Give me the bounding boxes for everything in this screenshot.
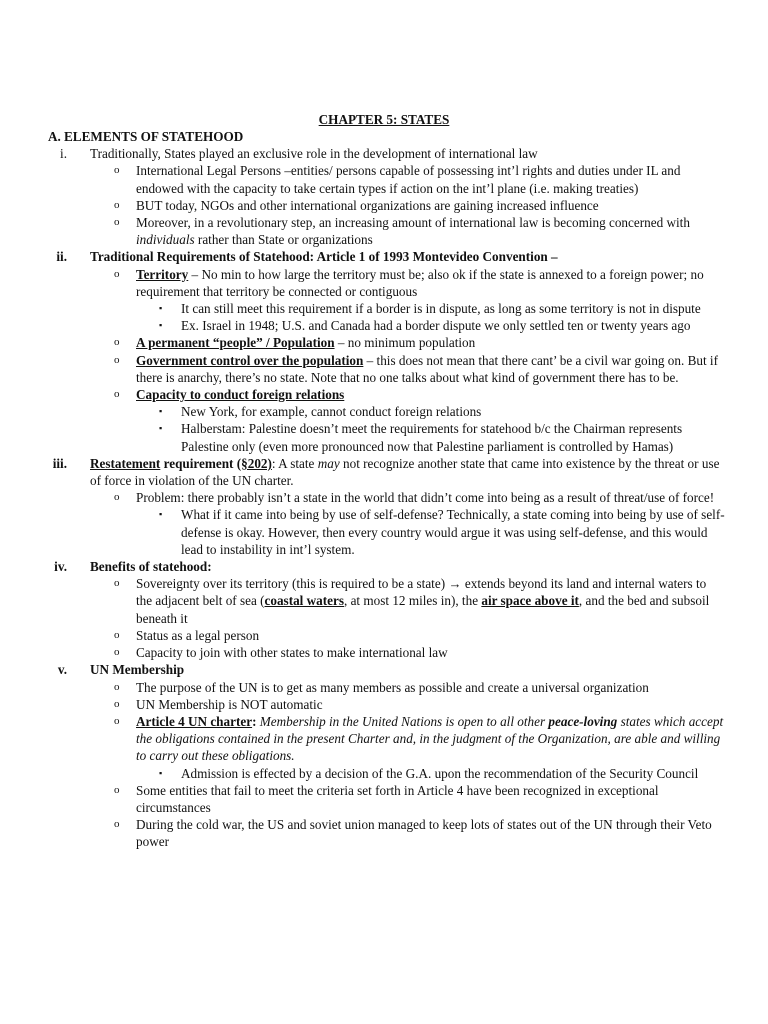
bullet: [0, 782, 768, 816]
item-marker: ii.: [56, 249, 67, 265]
sub-bullet-text: Ex. Israel in 1948; U.S. and Canada had a border dispute we only settled ten or twenty years ago: [181, 318, 691, 334]
item-i: [0, 145, 768, 162]
bullet: [0, 575, 768, 627]
section-marker: A.: [48, 129, 61, 144]
sub-bullet-text: It can still meet this requirement if a border is in dispute, as long as some territory is not in dispute: [181, 301, 701, 317]
bullet: [0, 489, 768, 506]
item-text: Benefits of statehood:: [90, 559, 212, 575]
bullet: [0, 214, 768, 248]
item-text: Restatement requirement (§202): A state may not recognize another state that came into existence by the threat or use of force in violation of the UN charter.: [90, 455, 720, 489]
item-marker: iii.: [52, 455, 67, 471]
sub-bullet: [0, 403, 768, 420]
sub-bullet: [0, 765, 768, 782]
bullet-text: Territory – No min to how large the territory must be; also ok if the state is annexed to a foreign power; no requirement that territory be connected or contiguous: [136, 266, 704, 299]
sub-bullet: [0, 300, 768, 317]
square-bullet-icon: ▪: [159, 423, 163, 434]
item-marker: iv.: [54, 559, 67, 575]
sub-bullet-text: What if it came into being by use of self-defense? Technically, a state coming into being by use of self-defense is okay. However, then every country would argue it was using self-defense, and this would lead to instability in int’l system.: [181, 507, 725, 557]
bullet-text: Government control over the population – this does not mean that there cant’ be a civil war going on. But if there is anarchy, there’s no state. Note that no one talks about what kind of government there has to be.: [136, 352, 718, 385]
bullet: [0, 334, 768, 351]
bullet-text: International Legal Persons –entities/ persons capable of possessing int’l rights and duties under IL and endowed with the capacity to take certain types if action on the int’l plane (i.e. making treaties): [136, 163, 681, 196]
item-v: [0, 661, 768, 678]
bullet: [0, 197, 768, 214]
bullet-text: UN Membership is NOT automatic: [136, 696, 323, 712]
item-text: Traditional Requirements of Statehood: Article 1 of 1993 Montevideo Convention –: [90, 249, 558, 265]
sub-bullet: [0, 420, 768, 454]
circle-bullet-icon: o: [114, 388, 120, 401]
item-text: Traditionally, States played an exclusive role in the development of international law: [90, 146, 538, 162]
square-bullet-icon: ▪: [159, 767, 163, 778]
bullet-text: Capacity to conduct foreign relations: [136, 387, 345, 403]
circle-bullet-icon: o: [114, 697, 120, 710]
circle-bullet-icon: o: [114, 198, 120, 211]
square-bullet-icon: ▪: [159, 406, 163, 417]
item-ii: [0, 248, 768, 265]
circle-bullet-icon: o: [114, 714, 120, 727]
sub-bullet: [0, 317, 768, 334]
bullet-text: A permanent “people” / Population – no minimum population: [136, 335, 476, 351]
bullet-text: Some entities that fail to meet the criteria set forth in Article 4 have been recognized in exceptional circumstances: [136, 782, 659, 815]
sub-bullet-text: New York, for example, cannot conduct foreign relations: [181, 404, 482, 420]
bullet: [0, 162, 768, 196]
bullet-text: Article 4 UN charter: Membership in the United Nations is open to all other peace-loving states which accept the obligations contained in the present Charter and, in the judgment of the Organization, are able and willing to carry out these obligations.: [136, 713, 724, 764]
bullet: [0, 713, 768, 765]
bullet: [0, 266, 768, 300]
circle-bullet-icon: o: [114, 216, 120, 229]
circle-bullet-icon: o: [114, 164, 120, 177]
square-bullet-icon: ▪: [159, 320, 163, 331]
chapter-title: CHAPTER 5: STATES: [318, 112, 450, 127]
bullet: [0, 816, 768, 850]
bullet: [0, 696, 768, 713]
bullet-text: Sovereignty over its territory (this is required to be a state) → extends beyond its land and internal waters to the adjacent belt of sea (coastal waters, at most 12 miles in), the air space above it, and the bed and subsoil beneath it: [136, 576, 710, 626]
circle-bullet-icon: o: [114, 577, 120, 590]
bullet: [0, 352, 768, 386]
bullet-text: The purpose of the UN is to get as many members as possible and create a universal organization: [136, 679, 649, 695]
square-bullet-icon: ▪: [159, 509, 163, 520]
section-label: ELEMENTS OF STATEHOOD: [64, 129, 244, 144]
circle-bullet-icon: o: [114, 491, 120, 504]
arrow-right-icon: →: [448, 576, 462, 592]
section-a-heading: [0, 128, 768, 145]
item-text: UN Membership: [90, 662, 185, 678]
bullet: [0, 627, 768, 644]
circle-bullet-icon: o: [114, 680, 120, 693]
bullet-text: Moreover, in a revolutionary step, an increasing amount of international law is becoming concerned with individuals rather than State or organizations: [136, 215, 690, 248]
sub-bullet-text: Halberstam: Palestine doesn’t meet the requirements for statehood b/c the Chairman represents Palestine only (even more pronounced now that Palestine parliament is controlled by Hamas): [181, 421, 683, 454]
item-marker: v.: [57, 662, 67, 678]
outline: [0, 128, 768, 851]
circle-bullet-icon: o: [114, 783, 120, 796]
circle-bullet-icon: o: [114, 267, 120, 280]
sub-bullet: [0, 506, 768, 558]
circle-bullet-icon: o: [114, 353, 120, 366]
circle-bullet-icon: o: [114, 646, 120, 659]
square-bullet-icon: ▪: [159, 303, 163, 314]
bullet-text: Problem: there probably isn’t a state in the world that didn’t come into being as a result of threat/use of force!: [136, 490, 715, 506]
bullet-text: Status as a legal person: [136, 627, 260, 643]
item-marker: i.: [60, 146, 67, 162]
item-iv: [0, 558, 768, 575]
circle-bullet-icon: o: [114, 628, 120, 641]
circle-bullet-icon: o: [114, 818, 120, 831]
item-iii: [0, 455, 768, 489]
sub-bullet-text: Admission is effected by a decision of the G.A. upon the recommendation of the Security Council: [181, 765, 699, 781]
bullet-text: BUT today, NGOs and other international organizations are gaining increased influence: [136, 197, 599, 213]
circle-bullet-icon: o: [114, 336, 120, 349]
bullet: [0, 679, 768, 696]
bullet-text: During the cold war, the US and soviet union managed to keep lots of states out of the UN through their Veto power: [136, 817, 712, 850]
bullet: [0, 386, 768, 403]
bullet: [0, 644, 768, 661]
bullet-text: Capacity to join with other states to make international law: [136, 645, 448, 661]
